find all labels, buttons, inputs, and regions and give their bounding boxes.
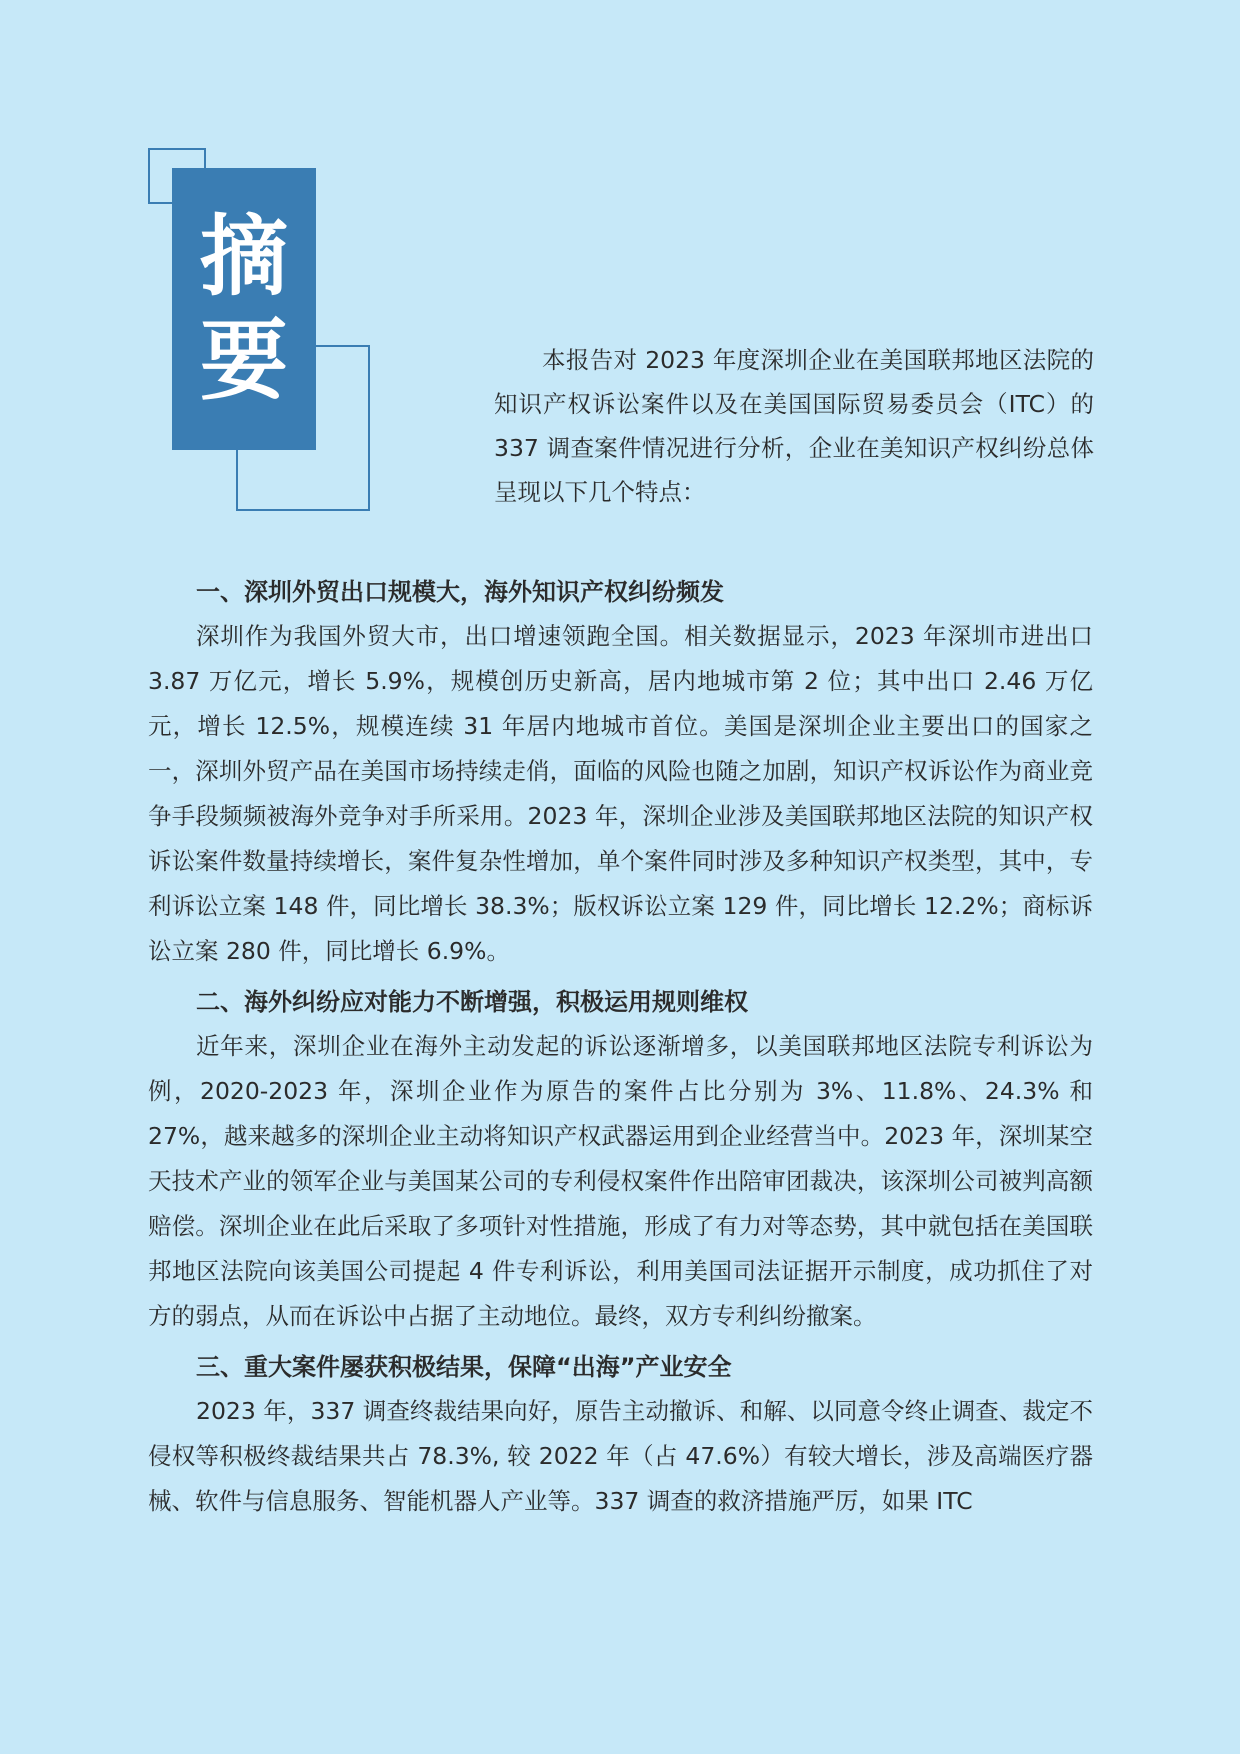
intro-paragraph: 本报告对 2023 年度深圳企业在美国联邦地区法院的知识产权诉讼案件以及在美国国际贸易委员会（ITC）的 337 调查案件情况进行分析，企业在美知识产权纠纷总体呈现以下几个特点： — [494, 346, 1094, 506]
section-paragraph-3: 2023 年，337 调查终裁结果向好，原告主动撤诉、和解、以同意令终止调查、裁定不侵权等积极终裁结果共占 78.3%, 较 2022 年（占 47.6%）有较大增长，涉及高端医疗器械、软件与信息服务、智能机器人产业等。337 调查的救济措施严厉，如果 ITC — [148, 1397, 1093, 1515]
section-paragraph-1: 深圳作为我国外贸大市，出口增速领跑全国。相关数据显示，2023 年深圳市进出口 3.87 万亿元，增长 5.9%，规模创历史新高，居内地城市第 2 位；其中出口 2.46 万亿元，增长 12.5%，规模连续 31 年居内地城市首位。美国是深圳企业主要出口的国家之一，深圳外贸产品在美国市场持续走俏，面临的风险也随之加剧，知识产权诉讼作为商业竞争手段频频被海外竞争对手所采用。2023 年，深圳企业涉及美国联邦地区法院的知识产权诉讼案件数量持续增长，案件复杂性增加，单个案件同时涉及多种知识产权类型，其中，专利诉讼立案 148 件，同比增长 38.3%；版权诉讼立案 129 件，同比增长 12.2%；商标诉讼立案 280 件，同比增长 6.9%。 — [148, 622, 1093, 965]
page-title-char-2: 要 — [199, 309, 288, 412]
section-paragraph-2: 近年来，深圳企业在海外主动发起的诉讼逐渐增多，以美国联邦地区法院专利诉讼为例，2020-2023 年，深圳企业作为原告的案件占比分别为 3%、11.8%、24.3% 和 27%，越来越多的深圳企业主动将知识产权武器运用到企业经营当中。2023 年，深圳某空天技术产业的领军企业与美国某公司的专利侵权案件作出陪审团裁决，该深圳公司被判高额赔偿。深圳企业在此后采取了多项针对性措施，形成了有力对等态势，其中就包括在美国联邦地区法院向该美国公司提起 4 件专利诉讼，利用美国司法证据开示制度，成功抓住了对方的弱点，从而在诉讼中占据了主动地位。最终，双方专利纠纷撤案。 — [148, 1032, 1093, 1330]
section-heading-1: 一、深圳外贸出口规模大，海外知识产权纠纷频发 — [196, 578, 724, 606]
page-title-block — [172, 168, 316, 450]
section-heading-3: 三、重大案件屡获积极结果，保障“出海”产业安全 — [196, 1353, 732, 1381]
section-heading-2: 二、海外纠纷应对能力不断增强，积极运用规则维权 — [196, 988, 748, 1016]
body-content — [148, 570, 1093, 1530]
page-title-char-1: 摘 — [199, 205, 288, 308]
